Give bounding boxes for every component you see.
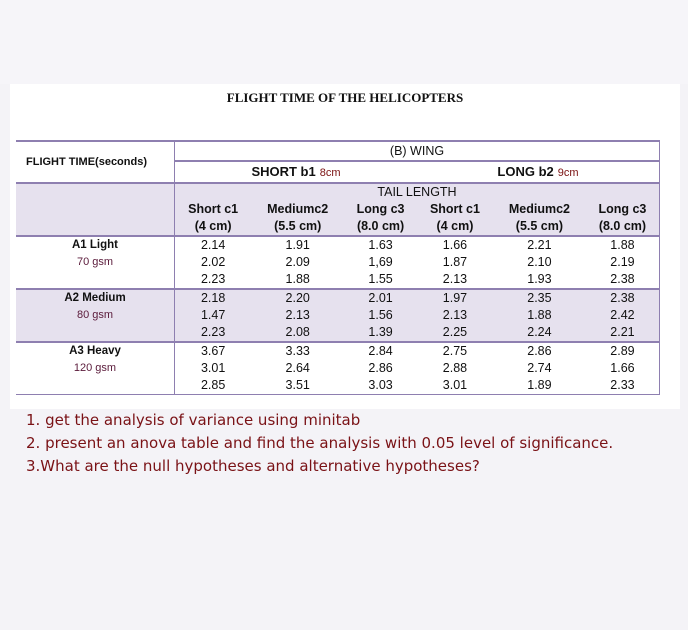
table-image bbox=[10, 84, 680, 409]
column-header-size: (8.0 cm) bbox=[356, 219, 405, 233]
long-wing-header bbox=[417, 161, 660, 183]
table-cell: 3.33 bbox=[251, 342, 344, 360]
table-row bbox=[16, 254, 660, 271]
long-wing-label: LONG b2 bbox=[497, 163, 554, 179]
column-header-name: Mediumc2 bbox=[267, 202, 329, 216]
group-weight: 120 gsm bbox=[73, 362, 117, 374]
tail-length-label: TAIL LENGTH bbox=[175, 183, 660, 201]
questions bbox=[26, 409, 676, 478]
table-title: FLIGHT TIME OF THE HELICOPTERS bbox=[226, 90, 464, 105]
table-cell: 2.19 bbox=[586, 254, 660, 271]
table-cell: 1.88 bbox=[285, 272, 310, 286]
table-row bbox=[16, 360, 660, 377]
table-cell: 2.25 bbox=[417, 324, 493, 342]
column-header-size: (8.0 cm) bbox=[598, 219, 647, 233]
table-cell: 1.66 bbox=[417, 236, 493, 254]
question-2: 2. present an anova table and find the analysis with 0.05 level of significance. bbox=[26, 434, 614, 452]
table-cell: 2.01 bbox=[344, 289, 417, 307]
column-header-name: Short c1 bbox=[429, 202, 480, 216]
table-cell: 3.03 bbox=[344, 377, 417, 395]
top-margin bbox=[0, 0, 688, 84]
table-cell: 1.39 bbox=[344, 324, 417, 342]
table-cell: 2.18 bbox=[175, 289, 252, 307]
flight-time-table bbox=[16, 140, 660, 395]
table-cell: 1.47 bbox=[175, 307, 252, 324]
group-weight: 80 gsm bbox=[16, 307, 175, 324]
table-cell: 2.13 bbox=[442, 272, 468, 286]
table-cell: 2.86 bbox=[493, 342, 586, 360]
tail-row-blank bbox=[16, 183, 175, 201]
column-header-name: Long c3 bbox=[356, 202, 405, 216]
table-cell: 2.84 bbox=[344, 342, 417, 360]
table-cell: 2.89 bbox=[586, 342, 660, 360]
table-cell: 2.42 bbox=[586, 307, 660, 324]
group-label: A3 Heavy bbox=[16, 342, 175, 360]
column-header bbox=[493, 201, 586, 236]
table-cell: 1.97 bbox=[417, 289, 493, 307]
table-cell: 2.23 bbox=[175, 324, 252, 342]
wing-label: (B) WING bbox=[175, 141, 660, 161]
column-header-size: (4 cm) bbox=[436, 219, 474, 233]
table-cell: 2.23 bbox=[175, 271, 252, 289]
long-wing-unit: 9cm bbox=[557, 166, 579, 179]
table-cell: 2.21 bbox=[586, 324, 660, 342]
short-wing-label: SHORT b1 bbox=[251, 163, 316, 179]
table-cell: 2.20 bbox=[251, 289, 344, 307]
column-header bbox=[344, 201, 417, 236]
table-cell: 1.87 bbox=[442, 255, 468, 269]
table-row bbox=[16, 289, 660, 307]
group-label-blank bbox=[16, 271, 175, 289]
group-label: A1 Light bbox=[16, 236, 175, 254]
group-label: A2 Medium bbox=[16, 289, 175, 307]
table-cell: 1.88 bbox=[586, 236, 660, 254]
table-cell: 3.67 bbox=[175, 342, 252, 360]
column-header-size: (5.5 cm) bbox=[515, 219, 564, 233]
wing-header-row bbox=[16, 141, 660, 161]
table-cell: 2.10 bbox=[527, 255, 552, 269]
table-cell: 1.91 bbox=[251, 236, 344, 254]
column-header-name: Mediumc2 bbox=[508, 202, 570, 216]
table-cell: 1.66 bbox=[586, 360, 660, 377]
corner-label: FLIGHT TIME(seconds) bbox=[16, 141, 175, 183]
table-cell: 2.21 bbox=[493, 236, 586, 254]
table-cell: 2.13 bbox=[251, 307, 344, 324]
column-header bbox=[417, 201, 493, 236]
column-header bbox=[251, 201, 344, 236]
tail-row bbox=[16, 183, 660, 201]
table-cell: 2.13 bbox=[417, 307, 493, 324]
table-cell: 1.89 bbox=[493, 377, 586, 395]
table-cell: 2.35 bbox=[493, 289, 586, 307]
table-cell: 2.64 bbox=[285, 361, 310, 375]
table-cell: 2.86 bbox=[368, 361, 393, 375]
question-3: 3.What are the null hypotheses and alternative hypotheses? bbox=[26, 457, 480, 475]
table-cell: 1,69 bbox=[368, 255, 393, 269]
table-row bbox=[16, 377, 660, 395]
column-header bbox=[586, 201, 660, 236]
group-label-blank bbox=[16, 324, 175, 342]
table-cell: 2.24 bbox=[493, 324, 586, 342]
table-row bbox=[16, 307, 660, 324]
table-cell: 2.85 bbox=[175, 377, 252, 395]
table-cell: 3.01 bbox=[417, 377, 493, 395]
table-cell: 2.02 bbox=[175, 254, 252, 271]
table-cell: 2.74 bbox=[527, 361, 552, 375]
table-cell: 2.14 bbox=[175, 236, 252, 254]
table-cell: 1.56 bbox=[344, 307, 417, 324]
table-cell: 2.88 bbox=[442, 361, 468, 375]
group-label-blank bbox=[16, 377, 175, 395]
column-header-name: Short c1 bbox=[188, 202, 239, 216]
column-header-size: (4 cm) bbox=[194, 219, 232, 233]
table-cell: 2.38 bbox=[586, 289, 660, 307]
table-row bbox=[16, 324, 660, 342]
table-cell: 2.75 bbox=[417, 342, 493, 360]
table-cell: 2.09 bbox=[285, 255, 310, 269]
column-header-name: Long c3 bbox=[598, 202, 647, 216]
table-cell: 1.63 bbox=[344, 236, 417, 254]
table-cell: 1.88 bbox=[493, 307, 586, 324]
table-row bbox=[16, 342, 660, 360]
table-row bbox=[16, 236, 660, 254]
column-header-row bbox=[16, 201, 660, 236]
question-1: 1. get the analysis of variance using minitab bbox=[26, 411, 361, 429]
table-row bbox=[16, 271, 660, 289]
table-cell: 1.93 bbox=[527, 272, 552, 286]
table-cell: 2.33 bbox=[586, 377, 660, 395]
table-cell: 1.55 bbox=[368, 272, 393, 286]
table-cell: 3.51 bbox=[251, 377, 344, 395]
table-cell: 2.08 bbox=[251, 324, 344, 342]
column-header bbox=[175, 201, 252, 236]
table-cell: 2.38 bbox=[586, 271, 660, 289]
short-wing-header bbox=[175, 161, 417, 183]
column-header-size: (5.5 cm) bbox=[274, 219, 322, 233]
group-weight: 70 gsm bbox=[76, 256, 114, 268]
short-wing-unit: 8cm bbox=[319, 166, 341, 179]
table-cell: 3.01 bbox=[175, 360, 252, 377]
column-header-blank bbox=[16, 201, 175, 236]
